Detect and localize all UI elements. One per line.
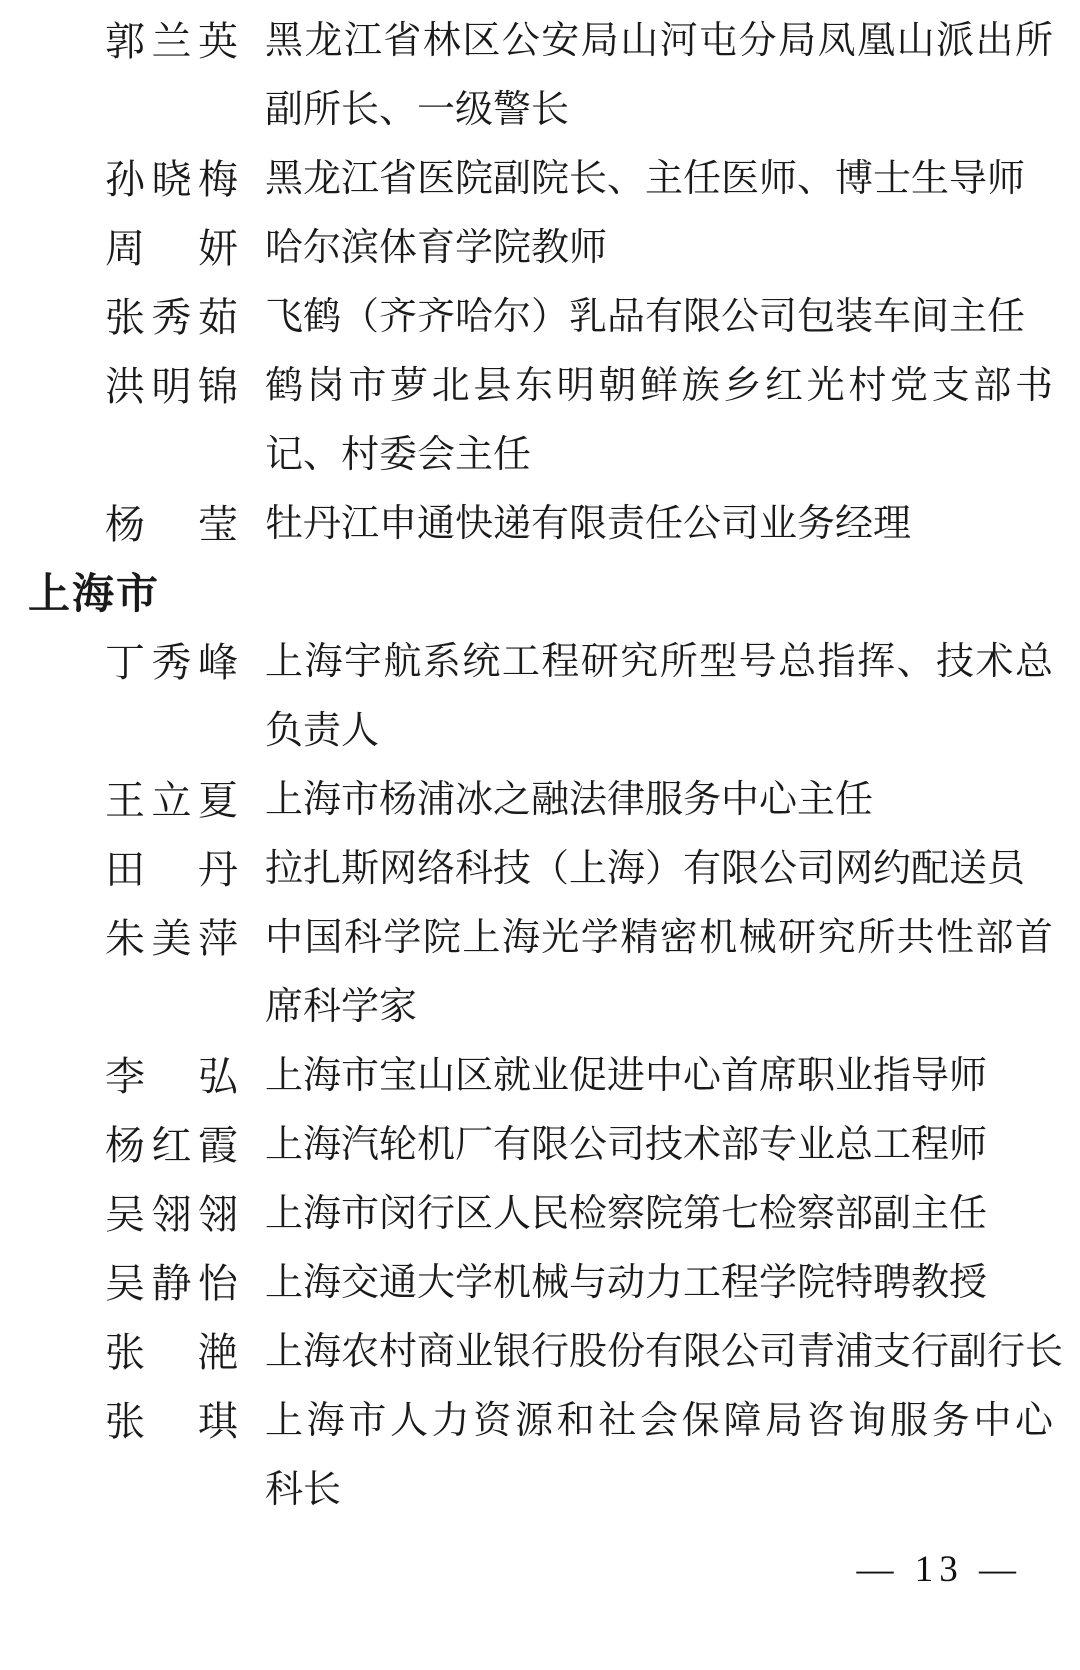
person-title-line: 上海宇航系统工程研究所型号总指挥、技术总 xyxy=(265,641,1053,683)
person-title xyxy=(265,352,1053,490)
person-title xyxy=(265,904,1053,1042)
person-title-line: 鹤岗市萝北县东明朝鲜族乡红光村党支部书 xyxy=(265,365,1053,407)
person-title-line: 上海市闵行区人民检察院第七检察部副主任 xyxy=(265,1193,988,1235)
list-item xyxy=(0,283,1080,352)
person-title-line: 中国科学院上海光学精密机械研究所共性部首 xyxy=(265,917,1053,959)
person-title xyxy=(265,1249,1053,1318)
list-item xyxy=(0,1249,1080,1318)
list-item xyxy=(0,1318,1080,1387)
list-item xyxy=(0,490,1080,559)
person-name: 王立夏 xyxy=(105,778,238,823)
person-title-line: 上海市宝山区就业促进中心首席职业指导师 xyxy=(265,1055,988,1097)
person-title xyxy=(265,490,1053,559)
person-title xyxy=(265,1180,1053,1249)
person-name: 张 滟 xyxy=(105,1330,238,1375)
person-name: 郭兰英 xyxy=(105,19,238,64)
list-item xyxy=(0,214,1080,283)
person-title-line: 记、村委会主任 xyxy=(265,434,532,476)
person-title-line: 拉扎斯网络科技（上海）有限公司网约配送员 xyxy=(265,848,1026,890)
list-item xyxy=(0,835,1080,904)
list-item xyxy=(0,352,1080,490)
list-item xyxy=(0,7,1080,145)
person-title-line: 科长 xyxy=(265,1469,342,1511)
person-title-line: 席科学家 xyxy=(265,986,418,1028)
list-item xyxy=(0,628,1080,766)
person-title-line: 飞鹤（齐齐哈尔）乳品有限公司包装车间主任 xyxy=(265,296,1026,338)
person-title xyxy=(265,1387,1053,1525)
person-title xyxy=(265,1318,1064,1387)
person-name: 丁秀峰 xyxy=(105,640,238,685)
list-item xyxy=(0,145,1080,214)
person-title-line: 哈尔滨体育学院教师 xyxy=(265,227,608,269)
person-title xyxy=(265,283,1053,352)
person-title xyxy=(265,766,1053,835)
list-item xyxy=(0,766,1080,835)
person-name: 朱美萍 xyxy=(105,916,238,961)
person-title xyxy=(265,1111,1053,1180)
person-name: 张秀茹 xyxy=(105,295,238,340)
person-name: 杨 莹 xyxy=(105,502,238,547)
person-title xyxy=(265,835,1053,904)
person-title-line: 黑龙江省林区公安局山河屯分局凤凰山派出所 xyxy=(265,20,1053,62)
person-name: 洪明锦 xyxy=(105,364,238,409)
person-name: 杨红霞 xyxy=(105,1123,238,1168)
person-name: 吴静怡 xyxy=(105,1261,238,1306)
person-title-line: 上海汽轮机厂有限公司技术部专业总工程师 xyxy=(265,1124,988,1166)
person-title xyxy=(265,628,1053,766)
list-item xyxy=(0,1180,1080,1249)
person-name: 孙晓梅 xyxy=(105,157,238,202)
person-title-line: 负责人 xyxy=(265,710,380,752)
person-title-line: 副所长、一级警长 xyxy=(265,89,570,131)
person-name: 周 妍 xyxy=(105,226,238,271)
person-name: 李 弘 xyxy=(105,1054,238,1099)
person-title xyxy=(265,1042,1053,1111)
person-title-line: 上海市人力资源和社会保障局咨询服务中心 xyxy=(265,1400,1053,1442)
list-item xyxy=(0,1111,1080,1180)
person-name: 张 琪 xyxy=(105,1399,238,1444)
person-title-line: 上海市杨浦冰之融法律服务中心主任 xyxy=(265,779,874,821)
list-item xyxy=(0,1387,1080,1525)
list-item xyxy=(0,904,1080,1042)
person-title-line: 黑龙江省医院副院长、主任医师、博士生导师 xyxy=(265,158,1026,200)
person-title xyxy=(265,145,1053,214)
page-number: — 13 — xyxy=(856,1549,1022,1590)
person-title-line: 牡丹江申通快递有限责任公司业务经理 xyxy=(265,503,912,545)
list-item xyxy=(0,1042,1080,1111)
person-title-line: 上海交通大学机械与动力工程学院特聘教授 xyxy=(265,1262,988,1304)
person-name: 田 丹 xyxy=(105,847,238,892)
person-title xyxy=(265,7,1053,145)
person-title xyxy=(265,214,1053,283)
section-header-city: 上海市 xyxy=(28,570,161,617)
person-title-line: 上海农村商业银行股份有限公司青浦支行副行长 xyxy=(265,1331,1064,1373)
person-name: 吴翎翎 xyxy=(105,1192,238,1237)
